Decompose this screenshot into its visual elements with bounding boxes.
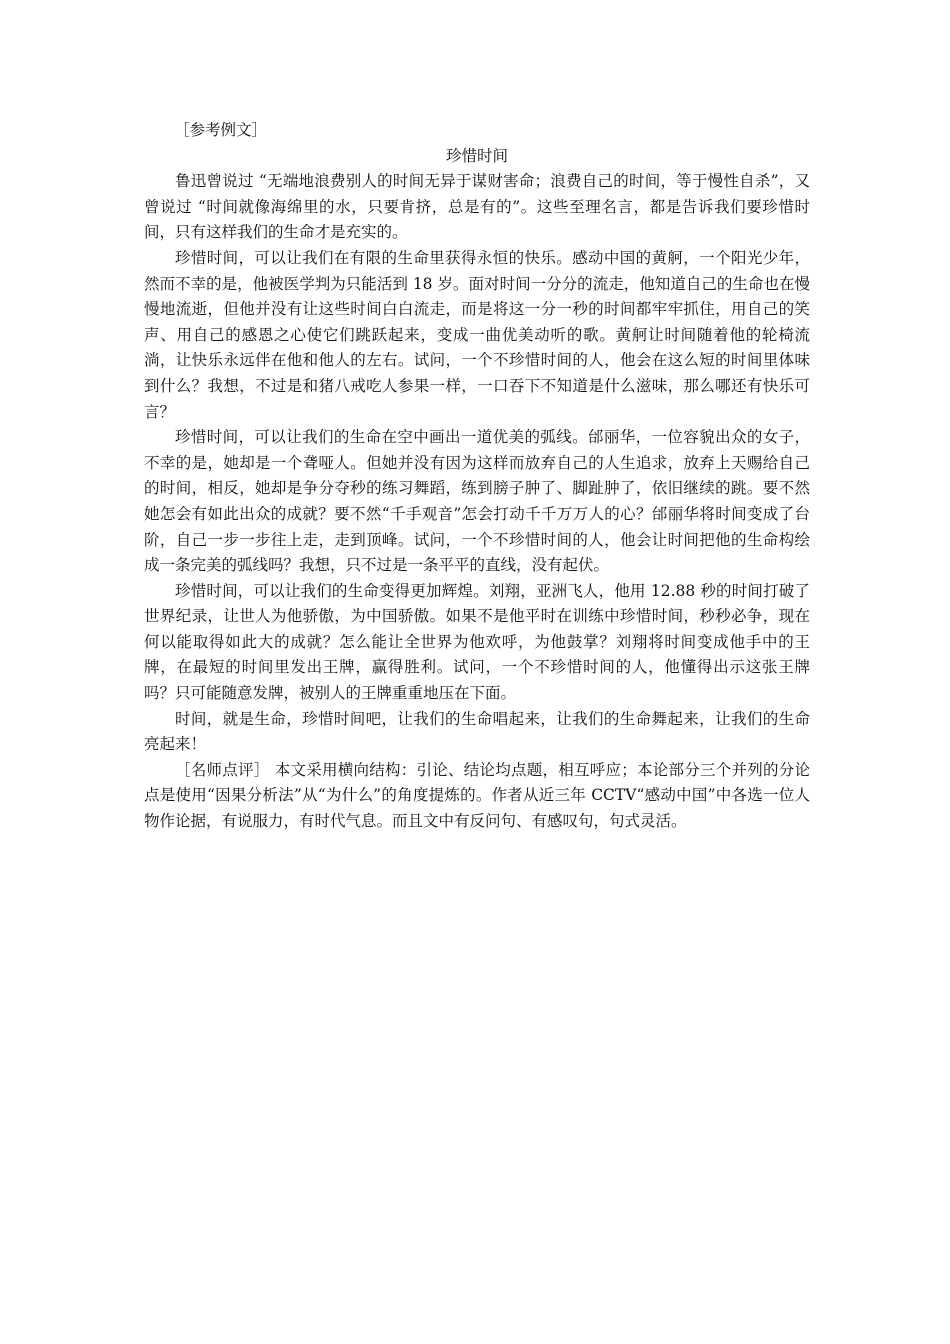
paragraph-conclusion: 时间，就是生命，珍惜时间吧，让我们的生命唱起来，让我们的生命舞起来，让我们的生命亮起来！ <box>144 709 810 754</box>
essay-page <box>144 118 810 835</box>
teacher-comment: ［名师点评］ 本文采用横向结构：引论、结论均点题，相互呼应；本论部分三个并列的分论点是使用“因果分析法”从“为什么”的角度提炼的。作者从近三年 CCTV“感动中国”中各选一位人物作论据，有说服力，有时代气息。而且文中有反问句、有感叹句，句式灵活。 <box>144 760 810 831</box>
paragraph-huang-ge: 珍惜时间，可以让我们在有限的生命里获得永恒的快乐。感动中国的黄舸，一个阳光少年，然而不幸的是，他被医学判为只能活到 18 岁。面对时间一分分的流走，他知道自己的生命也在慢慢地流逝，但他并没有让这些时间白白流走，而是将这一分一秒的时间都牢牢抓住，用自己的笑声、用自己的感恩之心使它们跳跃起来，变成一曲优美动听的歌。黄舸让时间随着他的轮椅流淌，让快乐永远伴在他和他人的左右。试问，一个不珍惜时间的人，他会在这么短的时间里体味到什么？我想，不过是和猪八戒吃人参果一样，一口吞下不知道是什么滋味，那么哪还有快乐可言？ <box>144 248 810 421</box>
paragraph-intro: 鲁迅曾说过 “无端地浪费别人的时间无异于谋财害命；浪费自己的时间，等于慢性自杀”，又曾说过 “时间就像海绵里的水，只要肯挤，总是有的”。这些至理名言，都是告诉我们要珍惜时间，只有这样我们的生命才是充实的。 <box>144 172 810 242</box>
essay-title: 珍惜时间 <box>445 146 508 165</box>
section-label: ［参考例文］ <box>174 121 268 139</box>
paragraph-liu-xiang: 珍惜时间，可以让我们的生命变得更加辉煌。刘翔，亚洲飞人，他用 12.88 秒的时间打破了世界纪录，让世人为他骄傲，为中国骄傲。如果不是他平时在训练中珍惜时间，秒秒必争，现在何以能取得如此大的成就？怎么能让全世界为他欢呼，为他鼓掌？刘翔将时间变成他手中的王牌，在最短的时间里发出王牌，赢得胜利。试问，一个不珍惜时间的人，他懂得出示这张王牌吗？只可能随意发牌，被别人的王牌重重地压在下面。 <box>144 581 810 703</box>
paragraph-tai-lihua: 珍惜时间，可以让我们的生命在空中画出一道优美的弧线。邰丽华，一位容貌出众的女子，不幸的是，她却是一个聋哑人。但她并没有因为这样而放弃自己的人生追求，放弃上天赐给自己的时间，相反，她却是争分夺秒的练习舞蹈，练到膀子肿了、脚趾肿了，依旧继续的跳。要不然她怎会有如此出众的成就？要不然“千手观音”怎会打动千千万万人的心？邰丽华将时间变成了台阶，自己一步一步往上走，走到顶峰。试问，一个不珍惜时间的人，他会让时间把他的生命构绘成一条完美的弧线吗？我想，只不过是一条平平的直线，没有起伏。 <box>144 428 810 575</box>
